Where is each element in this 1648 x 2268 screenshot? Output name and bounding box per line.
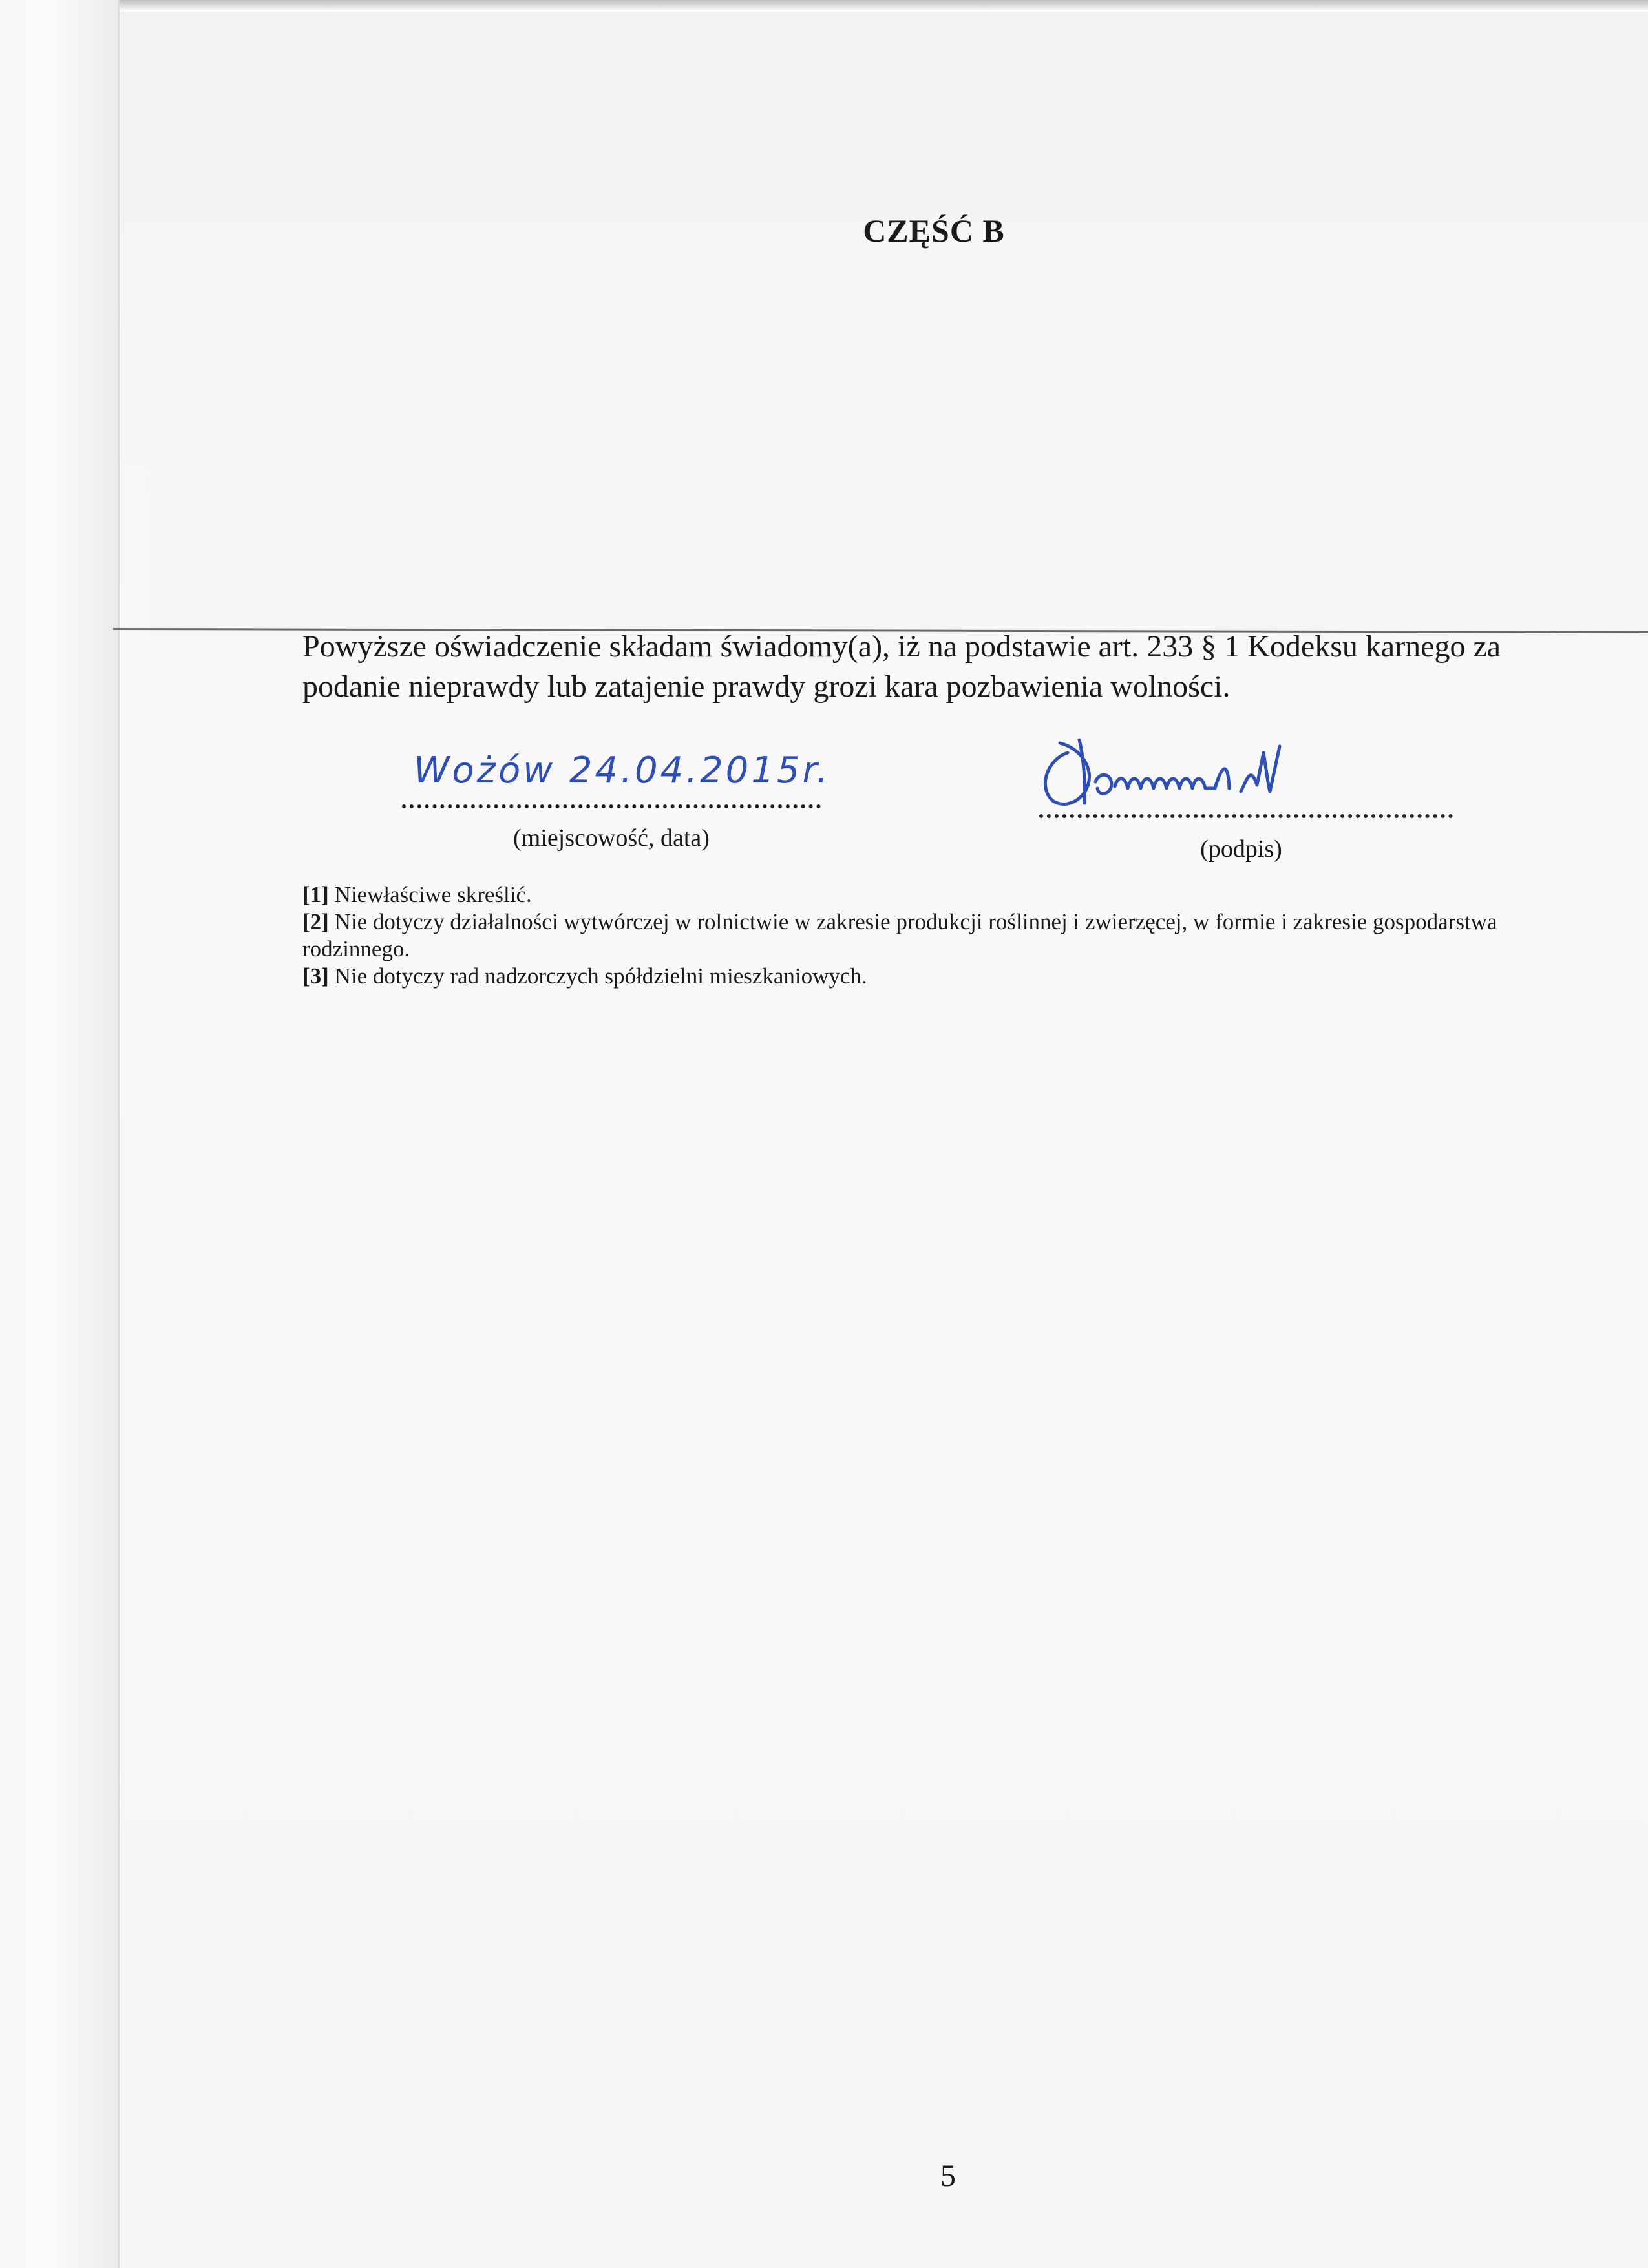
declaration-line-2: podanie nieprawdy lub zatajenie prawdy grozi kara pozbawienia wolności.	[302, 669, 1231, 704]
signature-line	[1039, 814, 1453, 818]
place-date-caption: (miejscowość, data)	[513, 824, 710, 852]
footnote-3	[302, 963, 1563, 990]
footnote-ref: [3]	[302, 963, 329, 989]
place-date-line	[402, 804, 821, 808]
section-title: CZĘŚĆ B	[863, 213, 1005, 249]
footnote-text: Nie dotyczy działalności wytwórczej w rolnictwie w zakresie produkcji roślinnej i zwierzęcej, w formie i zakresie gospodarstwa rodzinnego.	[302, 909, 1497, 961]
footnote-2	[302, 908, 1563, 963]
footnote-ref: [1]	[302, 882, 329, 907]
footnote-text: Niewłaściwe skreślić.	[334, 882, 532, 907]
footnotes	[302, 881, 1563, 990]
declaration-line-1: Powyższe oświadczenie składam świadomy(a), iż na podstawie art. 233 § 1 Kodeksu karnego za	[302, 629, 1501, 664]
footnote-ref: [2]	[302, 909, 329, 934]
footnote-1	[302, 881, 1563, 908]
signature-caption: (podpis)	[1200, 835, 1282, 863]
scan-left-edge	[0, 0, 118, 2268]
handwritten-place-date: Wożów 24.04.2015r.	[414, 750, 831, 792]
handwritten-signature	[1034, 727, 1344, 817]
footnote-text: Nie dotyczy rad nadzorczych spółdzielni mieszkaniowych.	[334, 963, 867, 989]
scan-top-shadow	[120, 0, 1648, 12]
overlapping-sheet	[149, 251, 1648, 638]
page-number: 5	[940, 2159, 956, 2193]
declaration-text	[302, 627, 1530, 707]
